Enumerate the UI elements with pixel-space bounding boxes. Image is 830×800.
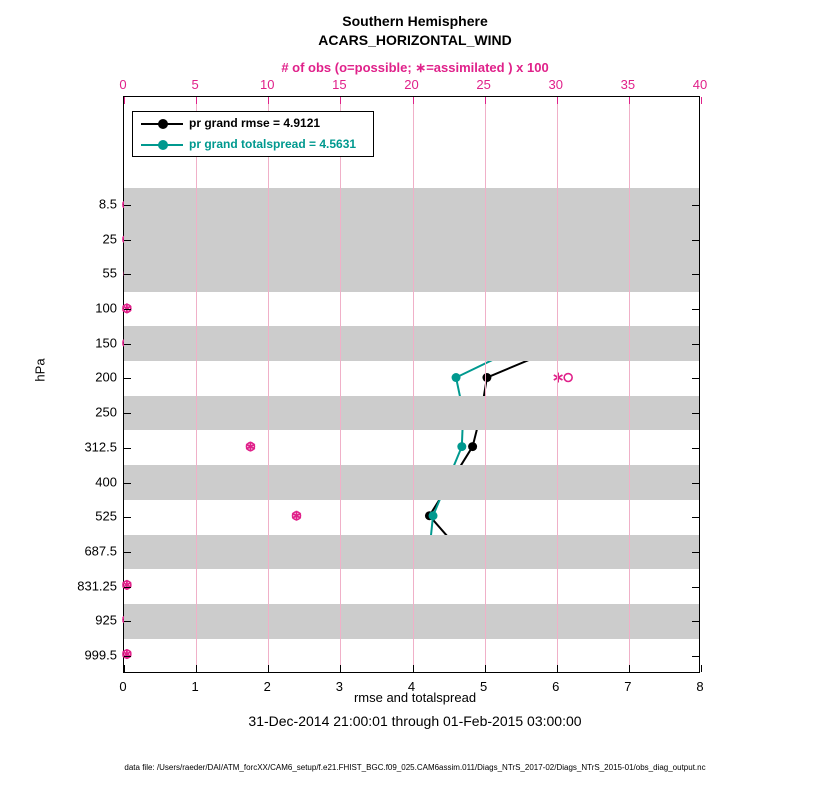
y-axis-tick — [692, 448, 699, 449]
y-axis-tick — [124, 309, 131, 310]
x-axis-tick-label: 3 — [335, 679, 343, 694]
top-axis-tick — [268, 97, 269, 104]
x-axis-tick — [485, 665, 486, 672]
x-axis-tick — [413, 665, 414, 672]
y-axis-tick — [124, 517, 131, 518]
top-axis-tick — [629, 97, 630, 104]
y-axis-tick — [692, 552, 699, 553]
obs-possible-marker — [564, 374, 572, 382]
x-axis-tick-label: 2 — [263, 679, 271, 694]
top-axis-tick — [413, 97, 414, 104]
chart-title — [0, 12, 830, 50]
y-axis-tick — [124, 205, 131, 206]
level-band — [124, 604, 699, 639]
y-axis-title: hPa — [32, 358, 48, 382]
plot-area — [123, 96, 700, 673]
y-axis-tick — [124, 587, 131, 588]
x-axis-tick — [557, 665, 558, 672]
x-axis-tick — [124, 665, 125, 672]
gridline — [629, 97, 630, 672]
y-axis-tick — [124, 274, 131, 275]
x-axis-tick-label: 6 — [552, 679, 560, 694]
title-line-1: Southern Hemisphere — [342, 13, 488, 29]
x-axis-tick — [268, 665, 269, 672]
top-axis-tick — [196, 97, 197, 104]
top-axis-tick — [340, 97, 341, 104]
gridline — [557, 97, 558, 672]
y-axis-tick — [124, 621, 131, 622]
y-axis-tick — [692, 517, 699, 518]
y-axis-tick — [124, 483, 131, 484]
y-axis-tick-label: 55 — [102, 265, 117, 281]
x-axis-tick — [340, 665, 341, 672]
chart-canvas — [124, 97, 699, 672]
date-range-label: 31-Dec-2014 21:00:01 through 01-Feb-2015 03:00:00 — [248, 713, 582, 729]
level-band — [124, 188, 699, 223]
top-axis-tick-label: 10 — [260, 77, 275, 92]
y-axis-tick-label: 687.5 — [84, 543, 117, 559]
x-axis-tick-label: 4 — [407, 679, 416, 694]
x-axis-tick-label: 5 — [480, 679, 488, 694]
top-axis-tick — [701, 97, 702, 104]
series-marker — [429, 511, 438, 520]
y-axis-tick — [124, 448, 131, 449]
legend-label: pr grand rmse = 4.9121 — [189, 116, 321, 130]
y-axis-tick — [692, 274, 699, 275]
series-line — [429, 343, 527, 550]
top-axis-tick — [485, 97, 486, 104]
series-marker — [468, 442, 477, 451]
obs-assimilated-marker — [554, 373, 563, 383]
y-axis-tick-label: 25 — [102, 231, 117, 247]
x-axis-tick — [701, 665, 702, 672]
legend-marker-dot — [158, 119, 168, 129]
y-axis-tick-label: 200 — [95, 369, 117, 385]
y-axis-tick — [692, 413, 699, 414]
top-axis-tick-label: 40 — [692, 77, 708, 92]
title-line-2: ACARS_HORIZONTAL_WIND — [318, 32, 512, 48]
x-axis-tick-label: 8 — [696, 679, 704, 694]
y-axis-tick-label: 150 — [95, 335, 117, 351]
y-axis-tick — [692, 344, 699, 345]
level-band — [124, 396, 699, 431]
x-axis-tick — [196, 665, 197, 672]
y-axis-tick — [692, 378, 699, 379]
top-axis-tick-label: 20 — [404, 77, 419, 92]
level-band — [124, 465, 699, 500]
series-line — [429, 343, 569, 550]
y-axis-tick — [124, 413, 131, 414]
y-axis-tick — [692, 621, 699, 622]
gridline — [196, 97, 197, 672]
top-axis-tick — [124, 97, 125, 104]
gridline — [413, 97, 414, 672]
data-file-label: data file: /Users/raeder/DAI/ATM_forcXX/CAM6_setup/f.e21.FHIST_BGC.f09_025.CAM6assim.011/Diags_NTrS_2017-02/Diags_NTrS_2015-01/obs_diag_output.nc — [124, 763, 706, 772]
y-axis-tick-label: 312.5 — [84, 439, 117, 455]
y-axis-tick-label: 8.5 — [98, 196, 117, 212]
legend-item — [133, 114, 373, 134]
y-axis-tick — [692, 656, 699, 657]
top-axis-tick-label: 15 — [332, 77, 347, 92]
y-axis-tick — [692, 205, 699, 206]
y-axis-tick — [692, 483, 699, 484]
y-axis-tick-label: 400 — [95, 474, 117, 490]
gridline — [268, 97, 269, 672]
y-axis-tick-label: 999.5 — [84, 647, 117, 663]
y-axis-tick — [692, 240, 699, 241]
top-axis-tick-label: 5 — [191, 77, 199, 92]
series-marker — [457, 442, 466, 451]
top-axis-tick — [557, 97, 558, 104]
y-axis-tick — [124, 378, 131, 379]
top-axis-title: # of obs (o=possible; ∗=assimilated ) x 100 — [281, 60, 549, 75]
y-axis-tick — [124, 240, 131, 241]
gridline — [340, 97, 341, 672]
legend-item — [133, 135, 373, 155]
top-axis-tick-label: 25 — [476, 77, 491, 92]
y-axis-tick-label: 250 — [95, 404, 117, 420]
gridline — [485, 97, 486, 672]
x-axis-tick-label: 0 — [119, 679, 127, 694]
x-axis-title: rmse and totalspread — [353, 690, 477, 705]
chart-legend — [132, 111, 374, 157]
x-axis-tick-label: 1 — [191, 679, 199, 694]
x-axis-tick-label: 7 — [624, 679, 632, 694]
y-axis-tick — [124, 344, 131, 345]
x-axis-tick — [629, 665, 630, 672]
level-band — [124, 535, 699, 570]
legend-marker-dot — [158, 140, 168, 150]
legend-label: pr grand totalspread = 4.5631 — [189, 137, 357, 151]
top-axis-tick-label: 35 — [620, 77, 636, 92]
y-axis-tick — [124, 552, 131, 553]
y-axis-tick — [692, 587, 699, 588]
y-axis-tick — [124, 656, 131, 657]
y-axis-tick — [692, 309, 699, 310]
top-axis-tick-label: 30 — [548, 77, 563, 92]
level-band — [124, 222, 699, 257]
y-axis-tick-label: 100 — [95, 300, 117, 316]
level-band — [124, 326, 699, 361]
y-axis-tick-label: 525 — [95, 508, 117, 524]
top-axis-tick-label: 0 — [119, 77, 127, 92]
level-band — [124, 257, 699, 292]
y-axis-tick-label: 831.25 — [77, 578, 117, 594]
y-axis-tick-label: 925 — [95, 612, 117, 628]
series-marker — [452, 373, 461, 382]
